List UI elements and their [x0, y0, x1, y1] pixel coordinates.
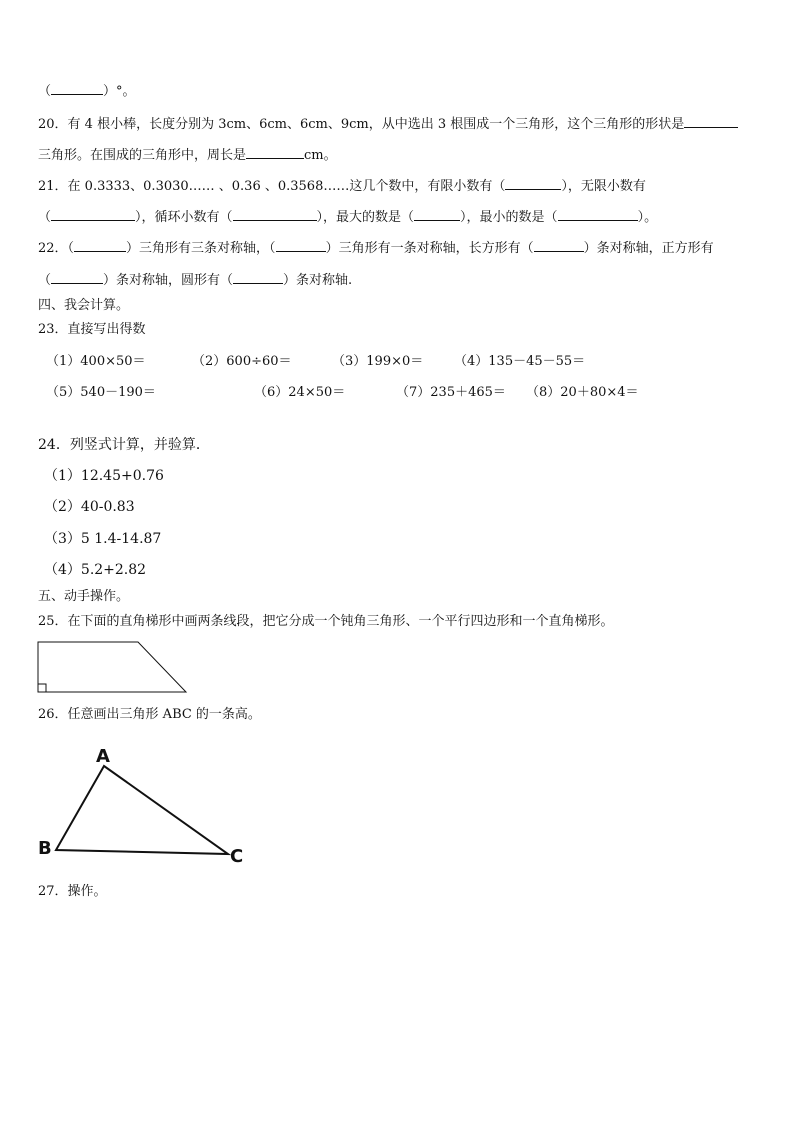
q22-line-1: [38, 239, 714, 257]
q20-text: 20．有 4 根小棒，长度分别为 3cm、6cm、6cm、9cm，从中选出 3 根围成一个三角形，这个三角形的形状是: [38, 117, 685, 132]
q21-text: 21．在 0.3333、0.3030…… 、0.36 、0.3568……这几个数中，有限小数有（: [38, 179, 506, 194]
q20-line-2: [38, 146, 337, 164]
q21-text-recurring: ），循环小数有（: [135, 210, 233, 225]
q19-open-paren: （: [38, 84, 52, 99]
q24-title: 24．列竖式计算，并验算．: [38, 437, 210, 453]
q23-item-8: （8）20＋80×4＝: [526, 385, 639, 400]
q21-recurring-blank[interactable]: [233, 208, 317, 221]
q21-max-blank[interactable]: [414, 208, 460, 221]
q26-title: 26．任意画出三角形 ABC 的一条高。: [38, 707, 261, 722]
q22-text-c: ）三角形有一条对称轴，长方形有（: [325, 241, 534, 256]
q20-unit: cm。: [304, 148, 337, 163]
q21-text-min: ），最小的数是（: [460, 210, 558, 225]
q21-min-blank[interactable]: [558, 208, 638, 221]
section-4-title: 四、我会计算。: [38, 298, 130, 313]
q24-item-3: （3）5 1.4-14.87: [44, 531, 162, 547]
q21-finite-blank[interactable]: [505, 177, 561, 190]
q19-blank[interactable]: [51, 82, 103, 95]
q22-text-f: ）条对称轴，圆形有（: [103, 273, 234, 288]
q22-line-2: [38, 271, 352, 289]
q23-item-6: （6）24×50＝: [254, 385, 346, 400]
q21-line-1: [38, 177, 646, 195]
vertex-label-b: B: [38, 838, 52, 859]
q23-item-2: （2）600÷60＝: [192, 354, 292, 369]
right-angle-mark: [38, 684, 46, 692]
q20-shape-blank[interactable]: [684, 115, 738, 128]
vertex-label-a: A: [96, 746, 110, 767]
q22-text-a: 22．（: [38, 241, 75, 256]
q22-text-b: ）三角形有三条对称轴，（: [126, 241, 276, 256]
q19-close-paren: ）°。: [103, 84, 136, 99]
trapezoid-outline: [38, 642, 186, 692]
q24-item-1: （1）12.45+0.76: [44, 468, 164, 484]
q22-text-g: ）条对称轴.: [283, 273, 353, 288]
q20-text-2: 三角形。在围成的三角形中，周长是: [38, 148, 247, 163]
q19-answer-line: [38, 82, 136, 100]
q21-text-max: ），最大的数是（: [316, 210, 415, 225]
q21-infinite-blank[interactable]: [51, 208, 135, 221]
q22-text-d: ）条对称轴，正方形有: [583, 241, 714, 256]
q23-item-5: （5）540－190＝: [46, 385, 156, 400]
q22-blank-5[interactable]: [233, 271, 283, 284]
q21-text-end: ），无限小数有: [561, 179, 646, 194]
vertex-label-c: C: [230, 846, 244, 867]
q21-paren-close: ）。: [637, 210, 658, 225]
q21-paren-open: （: [38, 210, 52, 225]
q22-blank-1[interactable]: [74, 239, 126, 252]
q23-item-7: （7）235＋465＝: [396, 385, 506, 400]
q25-title: 25．在下面的直角梯形中画两条线段，把它分成一个钝角三角形、一个平行四边形和一个直角梯形。: [38, 614, 614, 629]
q23-item-3: （3）199×0＝: [332, 354, 424, 369]
section-5-title: 五、动手操作。: [38, 589, 130, 604]
q22-text-e: （: [38, 273, 52, 288]
right-trapezoid-figure[interactable]: [34, 638, 194, 698]
q22-blank-4[interactable]: [51, 271, 103, 284]
q27-title: 27．操作。: [38, 884, 107, 899]
q20-perimeter-blank[interactable]: [246, 146, 304, 159]
q23-item-4: （4）135－45－55＝: [454, 354, 586, 369]
q22-blank-2[interactable]: [276, 239, 326, 252]
q24-item-2: （2）40-0.83: [44, 499, 135, 515]
triangle-abc-figure[interactable]: [34, 740, 254, 870]
q23-item-1: （1）400×50＝: [46, 354, 146, 369]
q20-line-1: [38, 115, 738, 133]
triangle-abc-outline: [56, 766, 228, 854]
q24-item-4: （4）5.2+2.82: [44, 562, 147, 578]
q22-blank-3[interactable]: [534, 239, 584, 252]
q21-line-2: [38, 208, 657, 226]
q23-title: 23．直接写出得数: [38, 322, 146, 337]
